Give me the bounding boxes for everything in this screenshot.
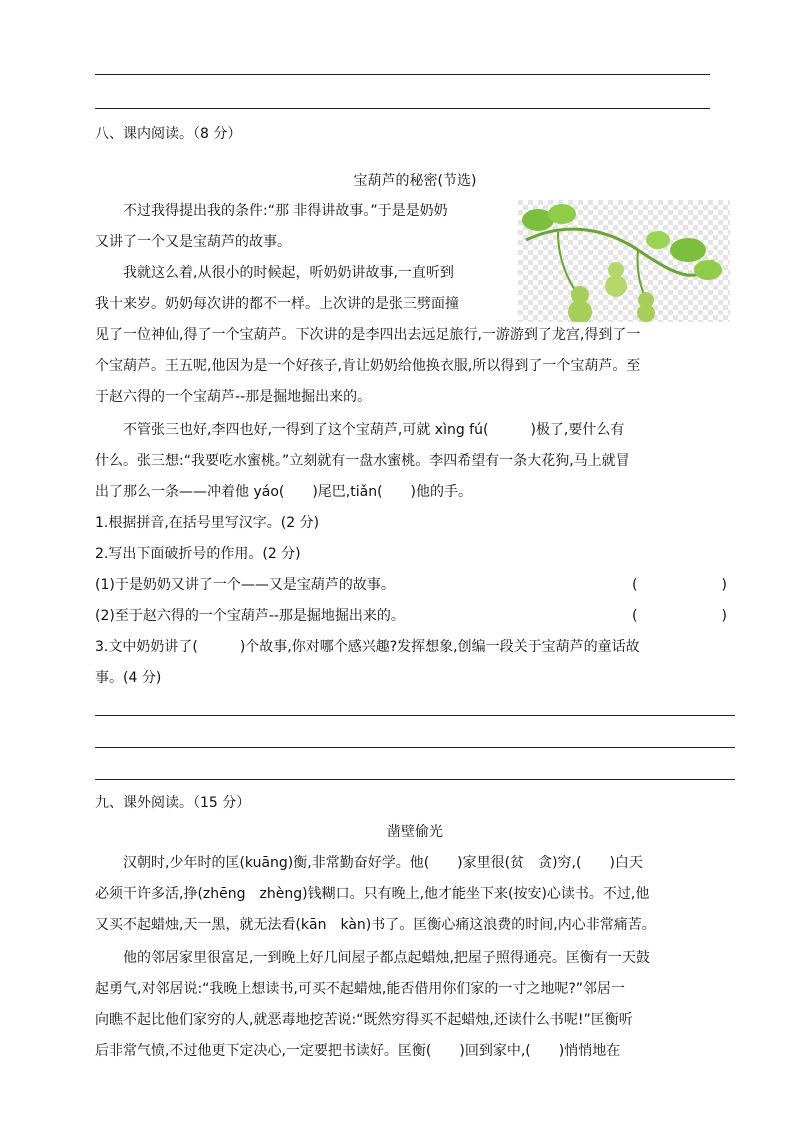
question-2-item-2: (2)至于赵六得的一个宝葫芦--那是掘地掘出来的。 — [95, 608, 405, 624]
passage-line: 不过我得提出我的条件:“那 非得讲故事。”于是是奶奶 — [95, 203, 448, 219]
answer-line — [95, 108, 710, 109]
answer-bracket[interactable]: ( ) — [632, 577, 727, 593]
section-9-heading: 九、课外阅读。（15 分） — [95, 795, 251, 811]
section-8-heading: 八、课内阅读。（8 分） — [95, 126, 242, 142]
passage-line: 我十来岁。奶奶每次讲的都不一样。上次讲的是张三劈面撞 — [95, 296, 459, 312]
answer-line — [95, 747, 735, 748]
passage-line: 向瞧不起比他们家穷的人,就恶毒地挖苦说:“既然穷得买不起蜡烛,还读什么书呢!”匡衡听 — [95, 1012, 633, 1028]
passage-line: 个宝葫芦。王五呢,他因为是一个好孩子,肯让奶奶给他换衣服,所以得到了一个宝葫芦。至 — [95, 358, 641, 374]
passage-line: 不管张三也好,李四也好,一得到了这个宝葫芦,可就 xìng fú( )极了,要什么有 — [95, 422, 625, 438]
question-3: 3.文中奶奶讲了( )个故事,你对哪个感兴趣?发挥想象,创编一段关于宝葫芦的童话故 — [95, 639, 640, 655]
passage-line: 见了一位神仙,得了一个宝葫芦。下次讲的是李四出去远足旅行,一游游到了龙宫,得到了一 — [95, 327, 641, 343]
question-3-cont: 事。(4 分) — [95, 670, 162, 686]
passage-line: 又讲了一个又是宝葫芦的故事。 — [95, 234, 291, 250]
passage-title-zaobi: 凿壁偷光 — [387, 824, 443, 840]
passage-line: 后非常气愤,不过他更下定决心,一定要把书读好。匡衡( )回到家中,( )悄悄地在 — [95, 1043, 621, 1059]
answer-line — [95, 779, 735, 780]
gourd-vine-illustration — [518, 200, 730, 322]
passage-line: 我就这么着,从很小的时候起，听奶奶讲故事,一直听到 — [95, 265, 454, 281]
passage-line: 他的邻居家里很富足,一到晚上好几间屋子都点起蜡烛,把屋子照得通亮。匡衡有一天鼓 — [95, 950, 650, 966]
passage-line: 出了那么一条——冲着他 yáo( )尾巴,tiǎn( )他的手。 — [95, 484, 473, 500]
passage-line: 又买不起蜡烛,天一黑，就无法看(kān kàn)书了。匡衡心痛这浪费的时间,内心非常痛苦。 — [95, 917, 656, 933]
passage-line: 必须干许多活,挣(zhēng zhèng)钱糊口。只有晚上,他才能坐下来(按安)心读书。不过,他 — [95, 886, 650, 902]
answer-bracket[interactable]: ( ) — [632, 608, 727, 624]
passage-title-baohulu: 宝葫芦的秘密(节选) — [353, 173, 477, 189]
passage-line: 什么。张三想:“我要吃水蜜桃。”立刻就有一盘水蜜桃。李四希望有一条大花狗,马上就冒 — [95, 453, 630, 469]
answer-line — [95, 74, 710, 75]
question-2: 2.写出下面破折号的作用。(2 分) — [95, 546, 301, 562]
passage-line: 起勇气,对邻居说:“我晚上想读书,可买不起蜡烛,能否借用你们家的一寸之地呢?”邻居一 — [95, 981, 626, 997]
question-1: 1.根据拼音,在括号里写汉字。(2 分) — [95, 515, 320, 531]
answer-line — [95, 715, 735, 716]
passage-line: 汉朝时,少年时的匡(kuāng)衡,非常勤奋好学。他( )家里很(贫 贪)穷,( )白天 — [95, 855, 643, 871]
passage-line: 于赵六得的一个宝葫芦--那是掘地掘出来的。 — [95, 389, 372, 405]
question-2-item-1: (1)于是奶奶又讲了一个——又是宝葫芦的故事。 — [95, 577, 395, 593]
